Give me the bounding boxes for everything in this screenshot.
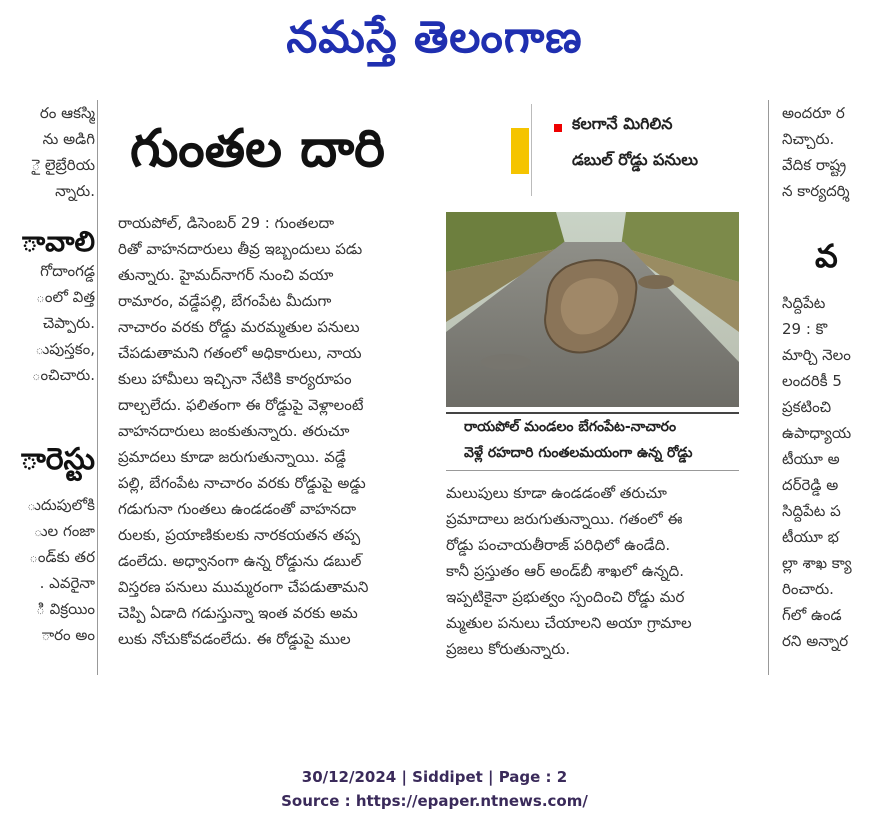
article-headline: గుంతల దారి: [130, 119, 386, 179]
column-divider-right: [768, 100, 769, 675]
right-column-heading: వ: [815, 237, 838, 275]
left-column-para1: రం ఆకస్మి ను అడిగి ై లైబ్రేరియ న్నారు.: [31, 104, 95, 200]
footer-source-link[interactable]: Source : https://epaper.ntnews.com/: [281, 792, 588, 810]
photo-caption: [446, 412, 739, 471]
road-potholes-photo: [446, 212, 739, 407]
left-column-heading1: ావాలి: [21, 225, 95, 258]
kicker-line2: డబుల్ రోడ్డు పనులు: [572, 150, 699, 169]
bullet-square-icon: [554, 124, 562, 132]
left-column-para3: ుదుపులోకి ుల గంజా ండ్‌కు తర . ఎవరైనా ి విక్రయిం ారం అం: [27, 496, 95, 644]
headline-accent-bar: [511, 128, 529, 174]
article-body-column2: మలుపులు కూడా ఉండడంతో తరుచూ ప్రమాదాలు జరుగుతున్నాయి. గతంలో ఈ రోడ్డు పంచాయతీరాజ్ పరిధిలో ఉండేది. కానీ ప్రస్తుతం ఆర్ అండ్‌బీ శాఖలో ఉన్నది. ఇప్పటికైనా ప్రభుత్వం స్పందించి రోడ్డు మర మ్మతుల పనులు చేయాలని అయా గ్రామాల ప్రజలు కోరుతున్నారు.: [446, 484, 692, 658]
article-body-column1: రాయపోల్, డిసెంబర్ 29 : గుంతలదా రితో వాహనదారులు తీవ్ర ఇబ్బందులు పడు తున్నారు. హైమద్‌నాగర్ నుంచి వయా రామారం, వడ్డేపల్లి, బేగంపేట మీదుగా నాచారం వరకు రోడ్డు మరమ్మతుల పనులు చేపడుతామని గతంలో అధికారులు, నాయ కులు హామీలు ఇచ్చినా నేటికి కార్యరూపం దాల్చలేదు. ఫలితంగా ఈ రోడ్డుపై వెళ్లాలంటే వాహనదారులు జంకుతున్నారు. తరుచూ ప్రమాదలు కూడా జరుగుతున్నాయి. వడ్డే పల్లి, బేగంపేట నాచారం వరకు రోడ్డుపై అడ్డు గడుగునా గుంతలు ఉండడంతో వాహనదా రులకు, ప్రయాణికులకు నారకయతన తప్ప డంలేదు. అధ్వానంగా ఉన్న రోడ్డును డబుల్ విస్తరణ పనులు ముమ్మరంగా చేపడుతామని చెప్పి ఏడాది గడుస్తున్నా ఇంత వరకు అమ లుకు నోచుకోవడంలేదు. ఈ రోడ్డుపై ముల: [118, 214, 369, 648]
masthead-title: నమస్తే తెలంగాణ: [286, 12, 583, 63]
caption-line2: వెళ్లే రహదారి గుంతలమయంగా ఉన్న రోడ్డు: [464, 445, 693, 461]
article-kicker-box: [531, 104, 738, 196]
left-column-heading2: ారెస్టు: [20, 442, 95, 477]
kicker-line1: కలగానే మిగిలిన: [572, 114, 673, 133]
caption-line1: రాయపోల్ మండలం బేగంపేట-నాచారం: [464, 419, 677, 435]
right-column-para2: సిద్దిపేట 29 : కొ మార్చి నెలం లందరికీ 5 ప్రకటించి ఉపాధ్యాయ టీయూ అ దర్‌రెడ్డి అ సిద్దిపేట ప టీయూ భ ల్లా శాఖ క్యా రించారు. గ్‌లో ఉండ రని అన్నార: [782, 294, 852, 650]
column-divider-left: [97, 100, 98, 675]
footer-date-edition: 30/12/2024 | Siddipet | Page : 2: [301, 768, 568, 786]
right-column-para1: అందరూ ర నిచ్చారు. వేదిక రాష్ట్ర న కార్యదర్శి: [782, 104, 850, 200]
left-column-para2: గోదాంగడ్డ ంలో విత్త చెప్పారు. ుపుస్తకం, ంచిచారు.: [31, 262, 95, 384]
